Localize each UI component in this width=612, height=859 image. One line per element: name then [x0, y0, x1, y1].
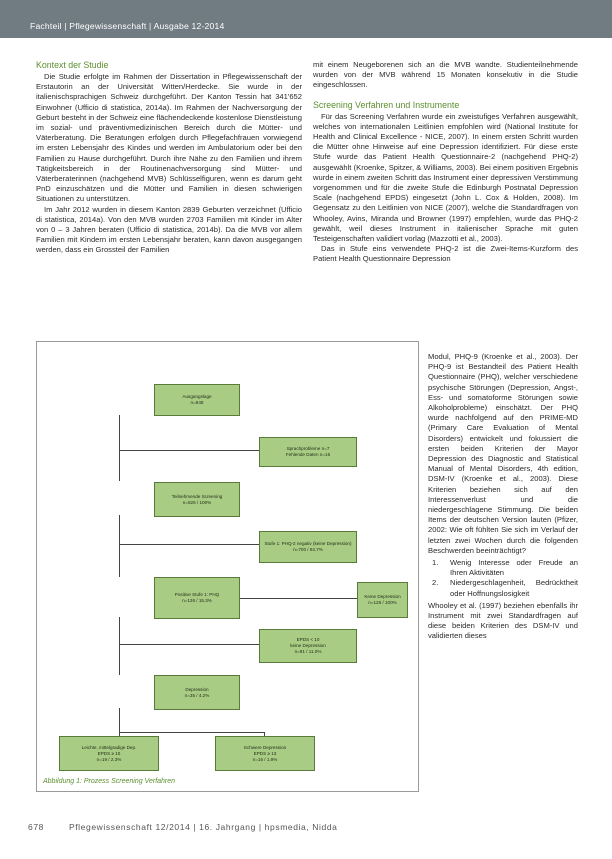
connector [119, 708, 120, 732]
box-ausgangslage: Ausgangslage n=849 [154, 384, 240, 416]
paragraph: mit einem Neugeborenen sich an die MVB wandte. Studienteilnehmende wurden von der MVB während 15 Monaten konsekutiv in die Studie eingeschlossen. [313, 60, 578, 90]
connector [119, 450, 259, 451]
box-leichte-depression: Leichte, mittelgradige Dep. EPDS ≥ 10 n=19 / 2.3% [59, 736, 159, 771]
section-heading-kontext: Kontext der Studie [36, 60, 109, 70]
connector [119, 617, 120, 675]
connector [119, 644, 259, 645]
items-list [428, 558, 578, 599]
box-schwere-depression: Schwere Depression EPDS ≥ 13 n=16 / 1.9% [215, 736, 315, 771]
paragraph: Die Studie erfolgte im Rahmen der Dissertation in Pflegewissenschaft der Erstautorin an der Universität Witten/Herdecke. Sie wurde in der italienischsprachigen Schweiz durchgeführt. Der Kanton Tessin hat 341'652 Einwohner (Ufficio di statistica, 2014a). Im Rahmen der Nachversorgung der Geburt besteht in der Schweiz eine flächendeckende kostenlose Dienstleistung im sozial- und präventivmedizinischen Bereich durch die Mütter- und Väterberatung. Die Beratungen erfolgen durch Pflegefachfrauen vorwiegend im ersten Lebensjahr des Kindes und werden im Ambulatorium oder bei den Familien zu Hause durchgeführt. Durch ihre Nähe zu den Familien und ihrem Tätigkeitsbereich in der Routinenachversorgung sind Mütter- und Väterberaterinnen (nachgehend MVB) Schlüsselfiguren, wenn es darum geht PnD einzuschätzen und die Mütter und Familien in diesen schwierigen Situationen zu unterstützen. [36, 72, 302, 204]
paragraph: Modul, PHQ-9 (Kroenke et al., 2003). Der PHQ-9 ist Bestandteil des Patient Health Questionnaire (PHQ), welcher verschiedene psychische Störungen (Depression, Angst-, Ess- und somatoforme Störungen sowie Alkoholprobleme) einschätzt. Der PHQ wurde nachfolgend auf den PRIME-MD (Primary Care Evaluation of Mental Disorders) entwickelt und fokussiert die ersten beiden Kriterien der Mayor Depression des Diagnostic and Statistical Manual of Mental Disorders, 4th edition, DSM-IV (Kroenke et al., 2003). Diese Kriterien beziehen sich auf den Interessenverlust und die niedergeschlagene Stimmung. Die beiden Items der deutschen Version lauten (Pfizer, 2002: Wie oft fühlten Sie sich im Verlauf der letzten zwei Wochen durch die folgenden Beschwerden beeinträchtigt? [428, 352, 578, 555]
list-item: 1. Wenig Interesse oder Freude an Ihren Aktivitäten [432, 558, 578, 578]
figure-caption: Abbildung 1: Prozess Screening Verfahren [43, 778, 176, 785]
connector [119, 544, 259, 545]
paragraph: Für das Screening Verfahren wurde ein zweistufiges Verfahren ausgewählt, welches von internationalen Leitlinien empfohlen wird (National Institute for Health and Clinical Excellence - NICE, 2007). In einem ersten Schritt wurden die Mütter ohne Hinweise auf eine Depression identifiziert. Für diese erste Stufe wurde das Patient Health Questionnaire-2 (nachgehend PHQ-2) ausgewählt (Kroenke, Spitzer, & Williams, 2003). Bei einem positiven Ergebnis wurde in einem zweiten Schritt das Instrument einer depressiven Verstimmung vorgenommen und für die zweite Stufe die Edinburgh Postnatal Depression Scale (nachgehend EPDS) eingesetzt (John L. Cox & Holden, 2008). Im Gegensatz zu den Leitlinien von NICE (2007), welche die Standardfragen von Whooley, Avins, Miranda und Browner (1997) empfehlen, wurde das PHQ-2 gewählt, weil dieses Instrument in italienischer Sprache mit guten Testeigenschaften validiert vorlag (Mazzotti et al., 2003). [313, 111, 578, 244]
box-teilnehmende: Teilnehmende Screening n=826 / 100% [154, 482, 240, 517]
left-column [36, 60, 302, 256]
page-header [0, 0, 612, 38]
paragraph: Im Jahr 2012 wurden in diesem Kanton 2839 Geburten verzeichnet (Ufficio di statistica, 2014a). Von den MVB wurden 2703 Familien mit Kinder im Alter von 0 – 3 Jahren beraten (Ufficio di statistica, 2014b). Da die MVB vor allem Familien mit Kindern im ersten Lebensjahr beraten, kann davon ausgegangen werden, dass ein Grossteil der Familien [36, 204, 302, 255]
header-title: Fachteil | Pflegewissenschaft | Ausgabe 12-2014 [30, 21, 225, 31]
box-positive-stufe1: Positive Stufe 1: PHQ n=126 / 15.3% [154, 577, 240, 619]
connector [119, 415, 120, 481]
connector [119, 732, 264, 733]
box-depression: Depression n=35 / 4.2% [154, 675, 240, 710]
right-column [313, 60, 578, 265]
paragraph: Das in Stufe eins verwendete PHQ-2 ist die Zwei-Items-Kurzform des Patient Health Questionnaire Depression [313, 244, 578, 264]
page-footer [28, 822, 337, 832]
box-epds-lt10: EPDS < 10 keine Depression n=91 / 11.0% [259, 629, 357, 663]
paragraph: Whooley et al. (1997) beziehen ebenfalls ihr Instrument mit zwei Standardfragen auf diese beiden Kriterien des DSM-IV und validierten dieses [428, 600, 578, 641]
page-number: 678 [28, 822, 44, 832]
box-excluded: Sprachprobleme n=7 Fehlende Daten n=16 [259, 437, 357, 467]
connector [119, 515, 120, 577]
right-narrow-column [428, 352, 578, 642]
box-phq2-negative: Stufe 1: PHQ-2 negativ (keine Depression) n=700 / 84.7% [259, 531, 357, 563]
flowchart-figure [36, 341, 419, 792]
section-heading-screening: Screening Verfahren und Instrumente [313, 99, 460, 110]
footer-text: Pflegewissenschaft 12/2014 | 16. Jahrgang | hpsmedia, Nidda [68, 822, 338, 832]
box-keine-depression-right: Keine Depression n=126 / 100% [357, 582, 408, 618]
list-item: 2. Niedergeschlagenheit, Bedrücktheit oder Hoffnungslosigkeit [432, 578, 578, 598]
